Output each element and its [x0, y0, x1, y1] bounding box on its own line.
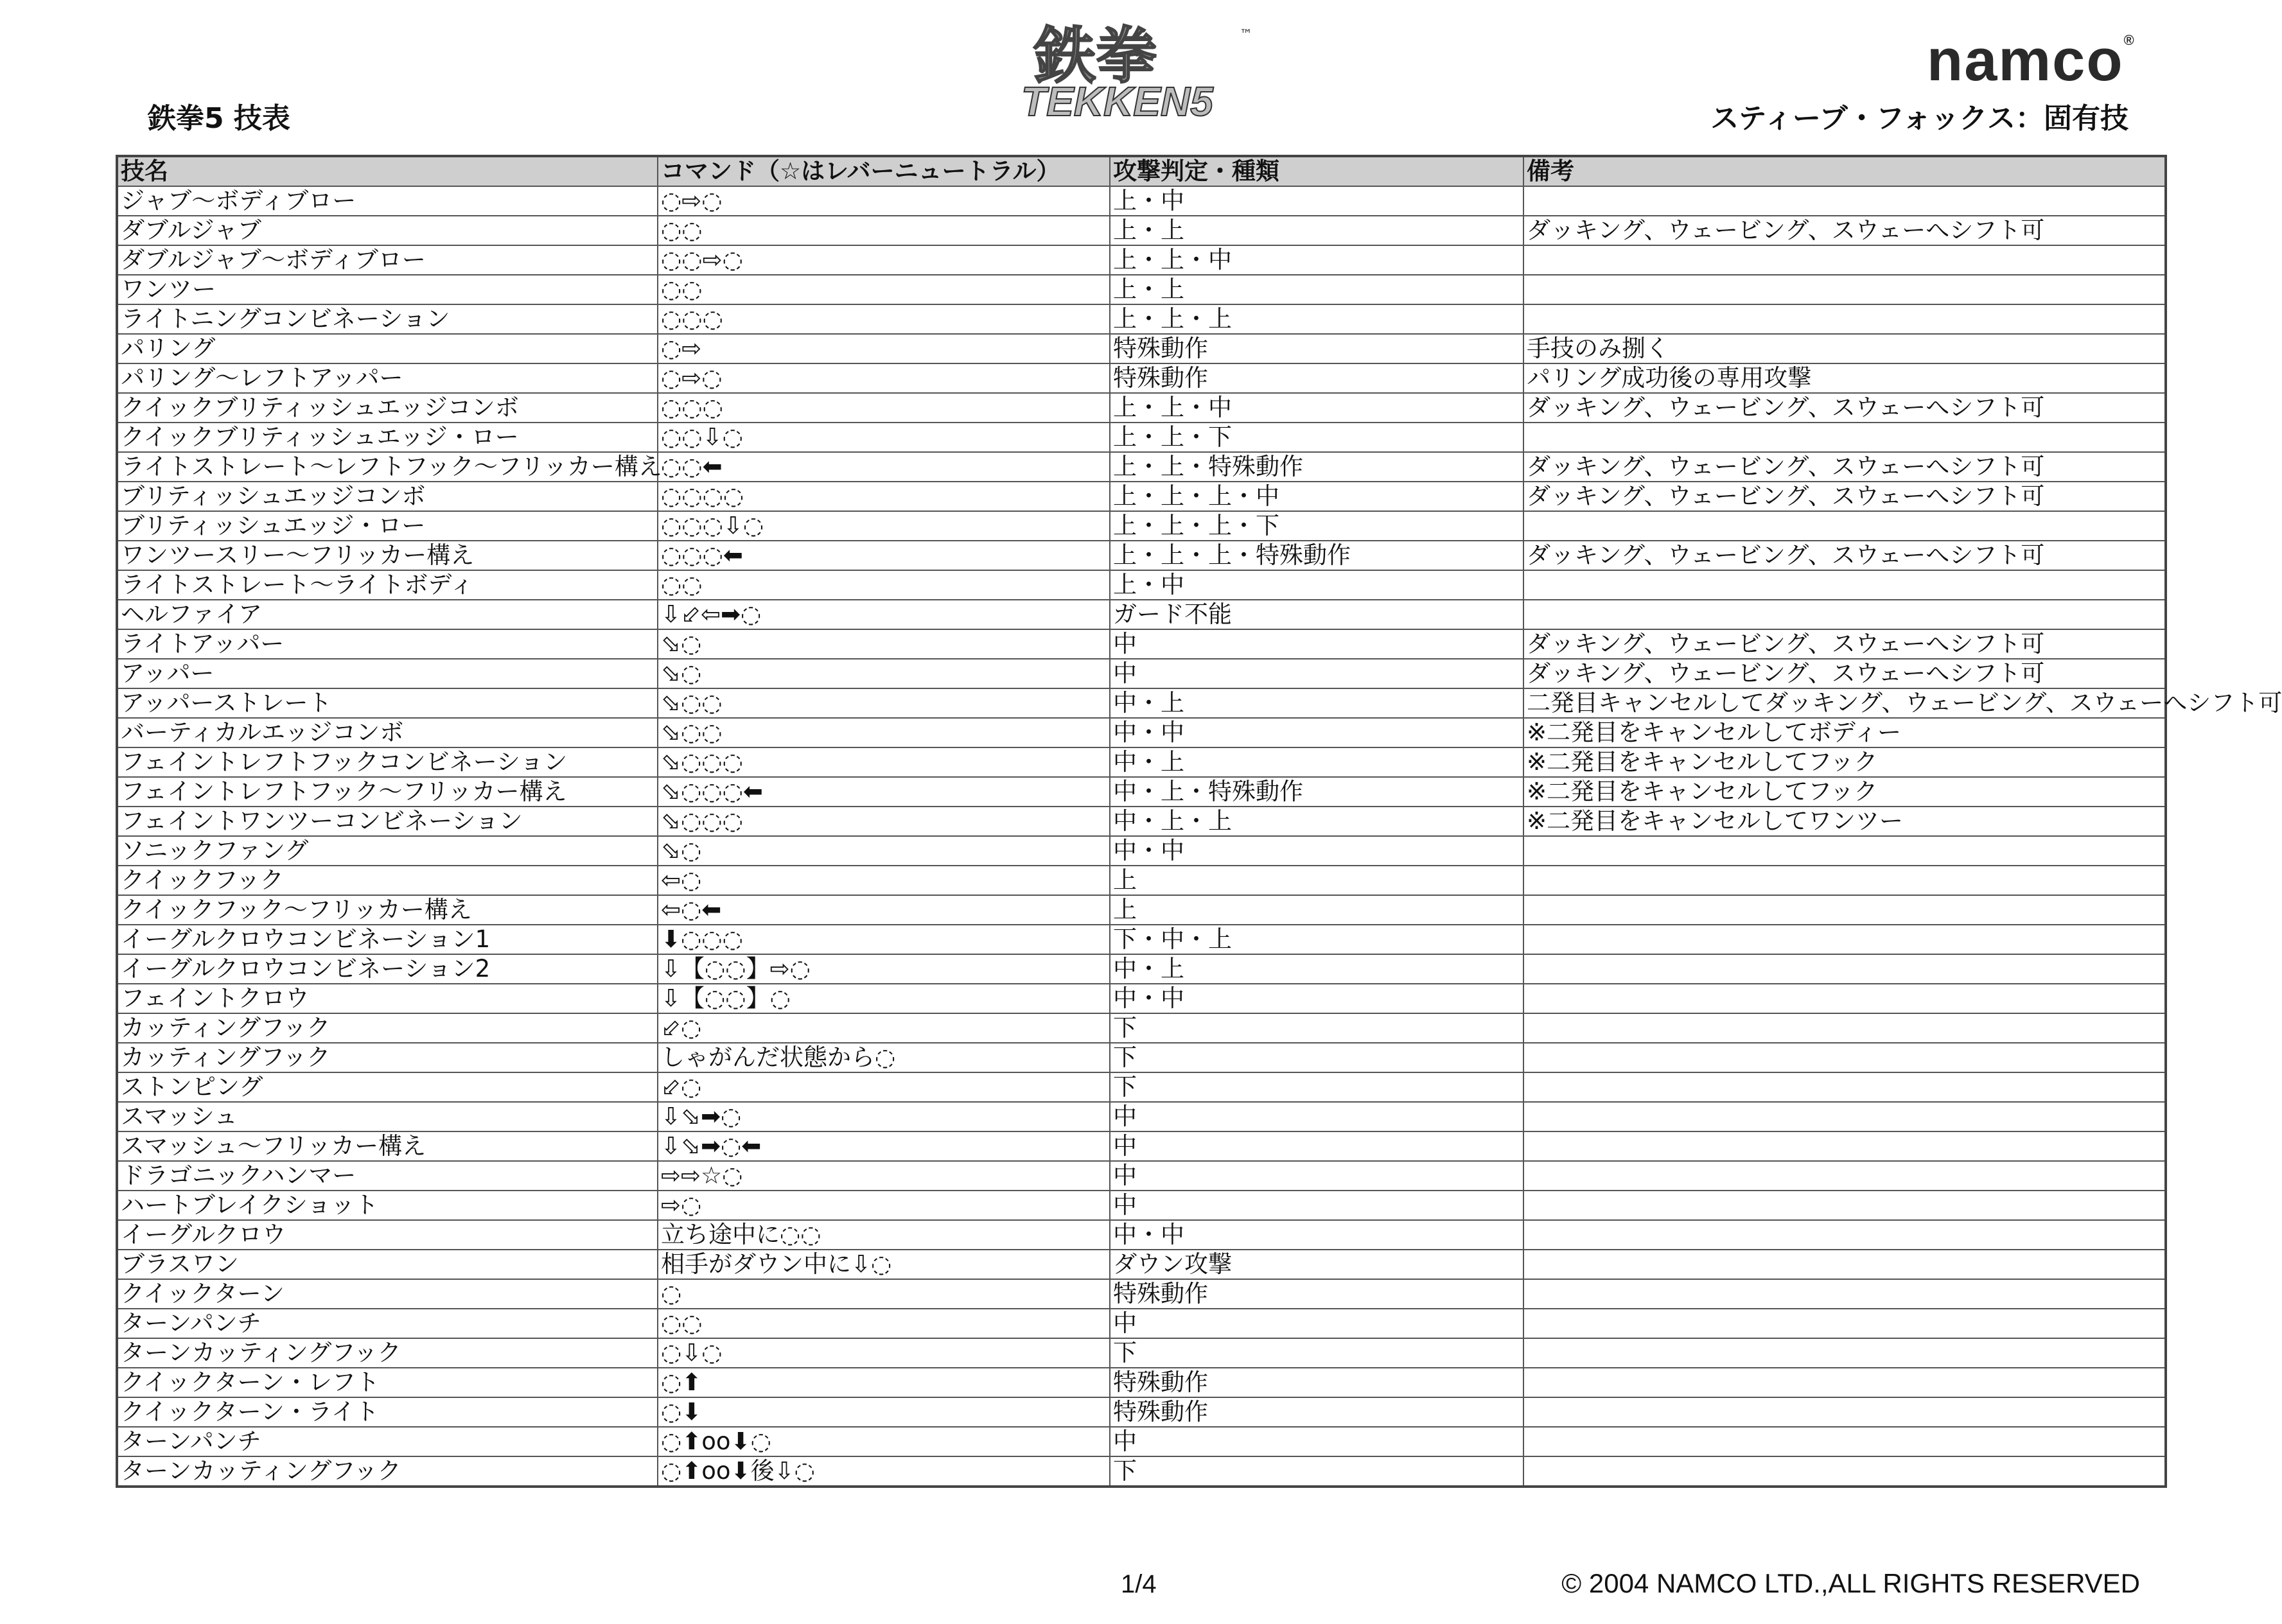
notes-cell — [1523, 1102, 2166, 1131]
attack-type-cell: 上・上・中 — [1110, 393, 1523, 423]
table-row — [117, 1368, 2166, 1397]
notes-cell — [1523, 1250, 2166, 1279]
notes-cell — [1523, 1131, 2166, 1161]
command-cell: ◌⇨◌ — [658, 186, 1110, 216]
move-name-cell: ターンカッティングフック — [117, 1338, 658, 1368]
notes-cell — [1523, 1279, 2166, 1309]
header-move-name: 技名 — [117, 156, 658, 186]
table-row — [117, 1072, 2166, 1102]
command-cell: ◌ — [658, 1279, 1110, 1309]
notes-cell: ダッキング、ウェービング、スウェーへシフト可 — [1523, 629, 2166, 659]
attack-type-cell: 特殊動作 — [1110, 363, 1523, 393]
attack-type-cell: 上・上 — [1110, 275, 1523, 304]
notes-cell: ダッキング、ウェービング、スウェーへシフト可 — [1523, 482, 2166, 511]
command-cell: ◌◌⬅ — [658, 452, 1110, 482]
attack-type-cell: 中・上 — [1110, 954, 1523, 984]
attack-type-cell: 上・上・上・特殊動作 — [1110, 541, 1523, 570]
attack-type-cell: 下 — [1110, 1072, 1523, 1102]
notes-cell — [1523, 1043, 2166, 1072]
notes-cell — [1523, 1456, 2166, 1487]
move-name-cell: スマッシュ — [117, 1102, 658, 1131]
table-row — [117, 452, 2166, 482]
table-row — [117, 836, 2166, 866]
move-name-cell: フェイントワンツーコンビネーション — [117, 807, 658, 836]
table-row — [117, 541, 2166, 570]
move-name-cell: クイックブリティッシュエッジコンボ — [117, 393, 658, 423]
table-row — [117, 1279, 2166, 1309]
command-cell: ⬇◌◌◌ — [658, 925, 1110, 954]
command-cell: ⬃◌ — [658, 1013, 1110, 1043]
attack-type-cell: 上・上・上・中 — [1110, 482, 1523, 511]
table-row — [117, 1191, 2166, 1220]
namco-logo-text: namco — [1927, 28, 2124, 93]
table-row — [117, 1161, 2166, 1191]
attack-type-cell: 中・上 — [1110, 747, 1523, 777]
command-cell: ◌◌⇨◌ — [658, 245, 1110, 275]
table-row — [117, 334, 2166, 363]
command-cell: ◌◌◌⇩◌ — [658, 511, 1110, 541]
table-row — [117, 1338, 2166, 1368]
notes-cell — [1523, 1338, 2166, 1368]
command-cell: ◌◌⇩◌ — [658, 423, 1110, 452]
table-row — [117, 304, 2166, 334]
command-cell: ◌⇩◌ — [658, 1338, 1110, 1368]
command-cell: ◌◌◌◌ — [658, 482, 1110, 511]
header-attack-type: 攻撃判定・種類 — [1110, 156, 1523, 186]
table-row — [117, 511, 2166, 541]
table-row — [117, 570, 2166, 600]
table-row — [117, 1427, 2166, 1456]
notes-cell: 二発目キャンセルしてダッキング、ウェービング、スウェーへシフト可 — [1523, 688, 2166, 718]
attack-type-cell: 特殊動作 — [1110, 1279, 1523, 1309]
notes-cell — [1523, 1309, 2166, 1338]
header-command: コマンド（☆はレバーニュートラル） — [658, 156, 1110, 186]
attack-type-cell: 上・上・中 — [1110, 245, 1523, 275]
table-row — [117, 807, 2166, 836]
notes-cell — [1523, 925, 2166, 954]
notes-cell — [1523, 1397, 2166, 1427]
move-name-cell: ライトアッパー — [117, 629, 658, 659]
attack-type-cell: 上・中 — [1110, 570, 1523, 600]
table-row — [117, 925, 2166, 954]
command-cell: ◌◌◌ — [658, 393, 1110, 423]
move-name-cell: ハートブレイクショット — [117, 1191, 658, 1220]
command-cell: ⬃◌ — [658, 1072, 1110, 1102]
attack-type-cell: 中・中 — [1110, 718, 1523, 747]
table-row — [117, 1309, 2166, 1338]
command-cell: ⬂◌◌ — [658, 688, 1110, 718]
move-name-cell: アッパー — [117, 659, 658, 688]
notes-cell: ※二発目をキャンセルしてフック — [1523, 777, 2166, 807]
command-cell: ◌⬇ — [658, 1397, 1110, 1427]
character-title: スティーブ・フォックス：固有技 — [1710, 102, 2128, 135]
command-cell: ⬂◌◌◌ — [658, 747, 1110, 777]
notes-cell: パリング成功後の専用攻撃 — [1523, 363, 2166, 393]
attack-type-cell: 上・上・特殊動作 — [1110, 452, 1523, 482]
move-name-cell: カッティングフック — [117, 1013, 658, 1043]
table-row — [117, 423, 2166, 452]
notes-cell: ※二発目をキャンセルしてワンツー — [1523, 807, 2166, 836]
attack-type-cell: 上 — [1110, 866, 1523, 895]
move-name-cell: イーグルクロウ — [117, 1220, 658, 1250]
notes-cell — [1523, 511, 2166, 541]
page-number: 1/4 — [1121, 1570, 1157, 1598]
attack-type-cell: 中・上 — [1110, 688, 1523, 718]
table-row — [117, 393, 2166, 423]
move-name-cell: フェイントレフトフック～フリッカー構え — [117, 777, 658, 807]
move-name-cell: クイックブリティッシュエッジ・ロー — [117, 423, 658, 452]
move-list-table — [116, 155, 2282, 1488]
notes-cell — [1523, 836, 2166, 866]
notes-cell — [1523, 570, 2166, 600]
move-name-cell: ダブルジャブ～ボディブロー — [117, 245, 658, 275]
move-name-cell: ターンパンチ — [117, 1309, 658, 1338]
namco-registered-mark: ® — [2123, 32, 2136, 48]
attack-type-cell: 上・上・上・下 — [1110, 511, 1523, 541]
table-row — [117, 216, 2166, 245]
notes-cell — [1523, 600, 2166, 629]
table-row — [117, 482, 2166, 511]
move-name-cell: アッパーストレート — [117, 688, 658, 718]
table-row — [117, 600, 2166, 629]
attack-type-cell: 特殊動作 — [1110, 1397, 1523, 1427]
notes-cell — [1523, 1368, 2166, 1397]
move-name-cell: パリング～レフトアッパー — [117, 363, 658, 393]
move-name-cell: パリング — [117, 334, 658, 363]
command-cell: ⇩【◌◌】◌ — [658, 984, 1110, 1013]
notes-cell — [1523, 275, 2166, 304]
notes-cell: 手技のみ捌く — [1523, 334, 2166, 363]
attack-type-cell: 特殊動作 — [1110, 1368, 1523, 1397]
attack-type-cell: 中・上・特殊動作 — [1110, 777, 1523, 807]
table-row — [117, 747, 2166, 777]
attack-type-cell: 上・上・下 — [1110, 423, 1523, 452]
table-row — [117, 688, 2166, 718]
move-name-cell: ヘルファイア — [117, 600, 658, 629]
attack-type-cell: 下 — [1110, 1338, 1523, 1368]
attack-type-cell: 中・中 — [1110, 984, 1523, 1013]
header-notes: 備考 — [1523, 156, 2166, 186]
attack-type-cell: 中 — [1110, 1131, 1523, 1161]
attack-type-cell: 下 — [1110, 1043, 1523, 1072]
attack-type-cell: 中・中 — [1110, 836, 1523, 866]
attack-type-cell: 上・上 — [1110, 216, 1523, 245]
move-name-cell: フェイントレフトフックコンビネーション — [117, 747, 658, 777]
table-row — [117, 1043, 2166, 1072]
attack-type-cell: 上・上・上 — [1110, 304, 1523, 334]
notes-cell — [1523, 1191, 2166, 1220]
move-name-cell: イーグルクロウコンビネーション1 — [117, 925, 658, 954]
command-cell: ⬂◌ — [658, 629, 1110, 659]
document-title: 鉄拳5 技表 — [148, 102, 290, 135]
notes-cell — [1523, 245, 2166, 275]
command-cell: ◌◌ — [658, 1309, 1110, 1338]
notes-cell: ダッキング、ウェービング、スウェーへシフト可 — [1523, 452, 2166, 482]
move-name-cell: ドラゴニックハンマー — [117, 1161, 658, 1191]
attack-type-cell: 中 — [1110, 1427, 1523, 1456]
command-cell: ⬂◌ — [658, 836, 1110, 866]
command-cell: ⬂◌◌◌⬅ — [658, 777, 1110, 807]
command-cell: ⇦◌ — [658, 866, 1110, 895]
move-name-cell: ライトストレート～ライトボディ — [117, 570, 658, 600]
command-cell: ◌⇨◌ — [658, 363, 1110, 393]
table-row — [117, 659, 2166, 688]
notes-cell — [1523, 1072, 2166, 1102]
table-row — [117, 984, 2166, 1013]
tekken-logo-tm: ™ — [1240, 26, 1252, 42]
command-cell: ⬂◌ — [658, 659, 1110, 688]
command-cell: ◌⬆ — [658, 1368, 1110, 1397]
notes-cell: ダッキング、ウェービング、スウェーへシフト可 — [1523, 659, 2166, 688]
table-row — [117, 363, 2166, 393]
move-name-cell: クイックフック～フリッカー構え — [117, 895, 658, 925]
notes-cell — [1523, 423, 2166, 452]
command-cell: ◌◌◌⬅ — [658, 541, 1110, 570]
command-cell: ◌◌ — [658, 275, 1110, 304]
attack-type-cell: 中 — [1110, 1309, 1523, 1338]
notes-cell — [1523, 895, 2166, 925]
attack-type-cell: 下 — [1110, 1456, 1523, 1487]
table-row — [117, 186, 2166, 216]
table-row — [117, 1250, 2166, 1279]
command-cell: ⇩⬂➡◌ — [658, 1102, 1110, 1131]
command-cell: 相手がダウン中に⇩◌ — [658, 1250, 1110, 1279]
tekken5-logo — [1008, 19, 1278, 128]
notes-cell — [1523, 1161, 2166, 1191]
notes-cell — [1523, 1013, 2166, 1043]
move-name-cell: ジャブ～ボディブロー — [117, 186, 658, 216]
move-name-cell: ワンツー — [117, 275, 658, 304]
table-row — [117, 1131, 2166, 1161]
command-cell: ⇨⇨☆◌ — [658, 1161, 1110, 1191]
tekken-logo-kanji: 鉄拳 — [1034, 19, 1157, 92]
command-cell: しゃがんだ状態から◌ — [658, 1043, 1110, 1072]
attack-type-cell: ガード不能 — [1110, 600, 1523, 629]
table-row — [117, 954, 2166, 984]
table-row — [117, 245, 2166, 275]
notes-cell — [1523, 1427, 2166, 1456]
move-name-cell: ライトニングコンビネーション — [117, 304, 658, 334]
move-name-cell: ライトストレート～レフトフック～フリッカー構え — [117, 452, 658, 482]
notes-cell: ダッキング、ウェービング、スウェーへシフト可 — [1523, 393, 2166, 423]
move-name-cell: クイックターン — [117, 1279, 658, 1309]
tekken-logo-text: TEKKEN5 — [1021, 78, 1213, 125]
table-row — [117, 777, 2166, 807]
command-cell: ⇩⬂➡◌⬅ — [658, 1131, 1110, 1161]
notes-cell — [1523, 1220, 2166, 1250]
notes-cell — [1523, 954, 2166, 984]
move-name-cell: ターンパンチ — [117, 1427, 658, 1456]
move-name-cell: ソニックファング — [117, 836, 658, 866]
move-name-cell: フェイントクロウ — [117, 984, 658, 1013]
attack-type-cell: 中・上・上 — [1110, 807, 1523, 836]
move-name-cell: ワンツースリー～フリッカー構え — [117, 541, 658, 570]
attack-type-cell: 下・中・上 — [1110, 925, 1523, 954]
table-row — [117, 1102, 2166, 1131]
table-row — [117, 1456, 2166, 1487]
notes-cell: ダッキング、ウェービング、スウェーへシフト可 — [1523, 541, 2166, 570]
move-name-cell: ストンピング — [117, 1072, 658, 1102]
attack-type-cell: 中・中 — [1110, 1220, 1523, 1250]
command-cell: ◌⇨ — [658, 334, 1110, 363]
command-cell: ◌◌ — [658, 216, 1110, 245]
table-row — [117, 275, 2166, 304]
notes-cell — [1523, 304, 2166, 334]
notes-cell: ダッキング、ウェービング、スウェーへシフト可 — [1523, 216, 2166, 245]
notes-cell: ※二発目をキャンセルしてフック — [1523, 747, 2166, 777]
move-name-cell: クイックフック — [117, 866, 658, 895]
copyright-notice: © 2004 NAMCO LTD.,ALL RIGHTS RESERVED — [1561, 1568, 2140, 1598]
attack-type-cell: 中 — [1110, 1161, 1523, 1191]
move-name-cell: イーグルクロウコンビネーション2 — [117, 954, 658, 984]
command-cell: ⇩【◌◌】⇨◌ — [658, 954, 1110, 984]
command-cell: ⇦◌⬅ — [658, 895, 1110, 925]
attack-type-cell: 特殊動作 — [1110, 334, 1523, 363]
command-cell: ⬂◌◌ — [658, 718, 1110, 747]
table-row — [117, 718, 2166, 747]
table-row — [117, 895, 2166, 925]
move-name-cell: スマッシュ～フリッカー構え — [117, 1131, 658, 1161]
attack-type-cell: 上・中 — [1110, 186, 1523, 216]
attack-type-cell: 中 — [1110, 659, 1523, 688]
table-row — [117, 629, 2166, 659]
command-cell: ◌◌◌ — [658, 304, 1110, 334]
notes-cell: ※二発目をキャンセルしてボディー — [1523, 718, 2166, 747]
attack-type-cell: 中 — [1110, 1102, 1523, 1131]
table-row — [117, 1397, 2166, 1427]
notes-cell — [1523, 186, 2166, 216]
namco-logo — [1927, 27, 2136, 94]
move-name-cell: クイックターン・レフト — [117, 1368, 658, 1397]
move-name-cell: ターンカッティングフック — [117, 1456, 658, 1487]
move-name-cell: カッティングフック — [117, 1043, 658, 1072]
command-cell: ⬂◌◌◌ — [658, 807, 1110, 836]
move-name-cell: バーティカルエッジコンボ — [117, 718, 658, 747]
notes-cell — [1523, 866, 2166, 895]
command-cell: 立ち途中に◌◌ — [658, 1220, 1110, 1250]
attack-type-cell: 下 — [1110, 1013, 1523, 1043]
table-header-row — [117, 156, 2166, 186]
attack-type-cell: ダウン攻撃 — [1110, 1250, 1523, 1279]
notes-cell — [1523, 984, 2166, 1013]
table-row — [117, 1013, 2166, 1043]
attack-type-cell: 上 — [1110, 895, 1523, 925]
attack-type-cell: 中 — [1110, 629, 1523, 659]
command-cell: ◌◌ — [658, 570, 1110, 600]
move-name-cell: ブリティッシュエッジコンボ — [117, 482, 658, 511]
command-cell: ◌⬆oo⬇後⇩◌ — [658, 1456, 1110, 1487]
attack-type-cell: 中 — [1110, 1191, 1523, 1220]
move-name-cell: ブリティッシュエッジ・ロー — [117, 511, 658, 541]
move-name-cell: ブラスワン — [117, 1250, 658, 1279]
command-cell: ⇩⬃⇦➡◌ — [658, 600, 1110, 629]
command-cell: ⇨◌ — [658, 1191, 1110, 1220]
command-cell: ◌⬆oo⬇◌ — [658, 1427, 1110, 1456]
table-row — [117, 1220, 2166, 1250]
table-row — [117, 866, 2166, 895]
move-name-cell: クイックターン・ライト — [117, 1397, 658, 1427]
move-name-cell: ダブルジャブ — [117, 216, 658, 245]
